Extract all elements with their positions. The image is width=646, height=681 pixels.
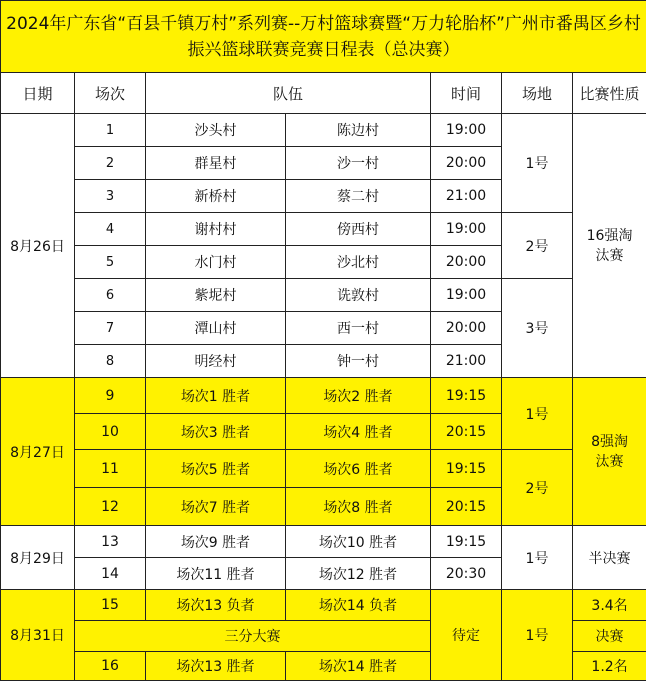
match-time: 20:15 (431, 488, 502, 526)
team-a: 场次1 胜者 (146, 378, 286, 414)
match-time: 待定 (431, 590, 502, 681)
team-a: 明经村 (146, 345, 286, 378)
stage-cell: 半决赛 (573, 526, 646, 590)
header-time: 时间 (431, 73, 502, 114)
match-number: 5 (75, 246, 146, 279)
team-a: 场次13 负者 (146, 590, 286, 621)
team-a: 场次7 胜者 (146, 488, 286, 526)
team-a: 场次3 胜者 (146, 414, 286, 450)
team-a: 场次9 胜者 (146, 526, 286, 558)
match-time: 20:00 (431, 147, 502, 180)
three-point-contest-label: 三分大赛 (75, 621, 431, 652)
team-a: 新桥村 (146, 180, 286, 213)
match-number: 1 (75, 114, 146, 147)
venue-cell: 1号 (502, 590, 573, 681)
match-time: 19:15 (431, 526, 502, 558)
match-number: 7 (75, 312, 146, 345)
header-date: 日期 (1, 73, 75, 114)
table-row (1, 114, 646, 147)
team-a: 场次11 胜者 (146, 558, 286, 590)
team-b: 场次14 胜者 (286, 652, 431, 681)
team-b: 蔡二村 (286, 180, 431, 213)
match-number: 6 (75, 279, 146, 312)
team-a: 紫坭村 (146, 279, 286, 312)
venue-cell: 2号 (502, 450, 573, 526)
match-number: 14 (75, 558, 146, 590)
team-b: 诜敦村 (286, 279, 431, 312)
team-b: 钟一村 (286, 345, 431, 378)
team-b: 场次4 胜者 (286, 414, 431, 450)
header-match-no: 场次 (75, 73, 146, 114)
match-time: 19:15 (431, 378, 502, 414)
team-b: 场次2 胜者 (286, 378, 431, 414)
match-time: 20:30 (431, 558, 502, 590)
match-number: 4 (75, 213, 146, 246)
stage-cell: 1.2名 (573, 652, 646, 681)
match-time: 20:00 (431, 312, 502, 345)
team-b: 西一村 (286, 312, 431, 345)
team-b: 场次8 胜者 (286, 488, 431, 526)
team-b: 陈边村 (286, 114, 431, 147)
match-number: 2 (75, 147, 146, 180)
match-time: 20:00 (431, 246, 502, 279)
team-a: 水门村 (146, 246, 286, 279)
match-number: 8 (75, 345, 146, 378)
team-a: 谢村村 (146, 213, 286, 246)
team-b: 场次12 胜者 (286, 558, 431, 590)
table-row (1, 526, 646, 558)
match-number: 3 (75, 180, 146, 213)
table-row (1, 279, 646, 312)
match-number: 9 (75, 378, 146, 414)
team-b: 场次10 胜者 (286, 526, 431, 558)
stage-cell: 3.4名 (573, 590, 646, 621)
stage-cell: 8强淘汰赛 (573, 378, 646, 526)
date-cell: 8月31日 (1, 590, 75, 681)
venue-cell: 1号 (502, 526, 573, 590)
header-stage: 比赛性质 (573, 73, 646, 114)
match-time: 19:00 (431, 213, 502, 246)
date-cell: 8月27日 (1, 378, 75, 526)
stage-cell: 决赛 (573, 621, 646, 652)
match-number: 15 (75, 590, 146, 621)
header-teams: 队伍 (146, 73, 431, 114)
match-number: 13 (75, 526, 146, 558)
team-b: 场次14 负者 (286, 590, 431, 621)
team-a: 场次13 胜者 (146, 652, 286, 681)
team-a: 群星村 (146, 147, 286, 180)
venue-cell: 3号 (502, 279, 573, 378)
match-number: 16 (75, 652, 146, 681)
team-b: 场次6 胜者 (286, 450, 431, 488)
table-row (1, 378, 646, 414)
venue-cell: 2号 (502, 213, 573, 279)
stage-cell: 16强淘汰赛 (573, 114, 646, 378)
team-b: 傍西村 (286, 213, 431, 246)
venue-cell: 1号 (502, 378, 573, 450)
venue-cell: 1号 (502, 114, 573, 213)
match-time: 20:15 (431, 414, 502, 450)
match-time: 21:00 (431, 345, 502, 378)
match-number: 11 (75, 450, 146, 488)
match-number: 10 (75, 414, 146, 450)
page-title: 2024年广东省“百县千镇万村”系列赛--万村篮球赛暨“万力轮胎杯”广州市番禺区乡村振兴篮球联赛竞赛日程表（总决赛） (1, 1, 646, 73)
match-time: 19:15 (431, 450, 502, 488)
date-cell: 8月29日 (1, 526, 75, 590)
table-row (1, 213, 646, 246)
match-time: 21:00 (431, 180, 502, 213)
table-row (1, 590, 646, 621)
team-b: 沙北村 (286, 246, 431, 279)
team-a: 沙头村 (146, 114, 286, 147)
team-a: 潭山村 (146, 312, 286, 345)
header-venue: 场地 (502, 73, 573, 114)
match-time: 19:00 (431, 114, 502, 147)
team-a: 场次5 胜者 (146, 450, 286, 488)
match-number: 12 (75, 488, 146, 526)
date-cell: 8月26日 (1, 114, 75, 378)
team-b: 沙一村 (286, 147, 431, 180)
table-row (1, 450, 646, 488)
match-time: 19:00 (431, 279, 502, 312)
